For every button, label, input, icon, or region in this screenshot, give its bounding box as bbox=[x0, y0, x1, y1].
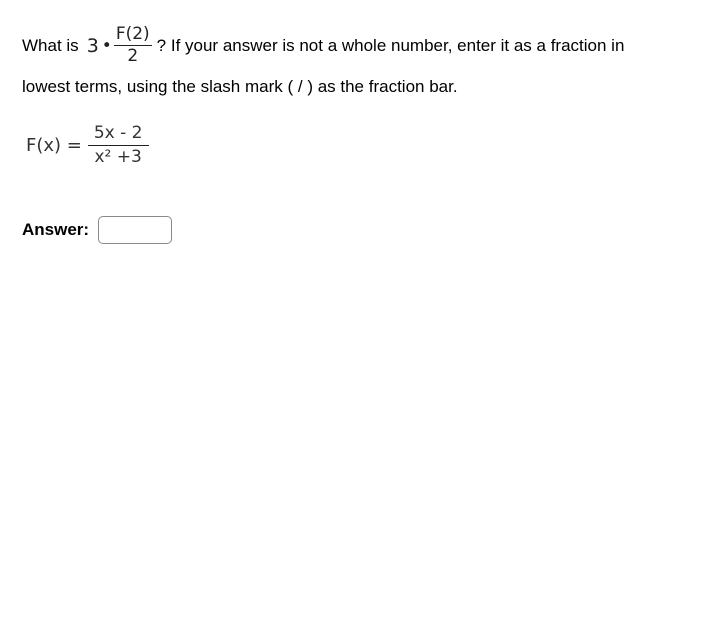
answer-label: Answer: bbox=[22, 220, 90, 239]
expression-numerator: F(2) bbox=[115, 24, 150, 44]
function-denominator: x² +3 bbox=[94, 147, 142, 167]
expression-denominator: 2 bbox=[127, 46, 139, 66]
question-line-2: lowest terms, using the slash mark ( / ) as the fraction bar. bbox=[22, 77, 458, 96]
question-text bbox=[22, 26, 624, 65]
answer-input[interactable] bbox=[98, 216, 172, 244]
answer-row bbox=[22, 216, 172, 244]
expression-fraction bbox=[114, 26, 152, 65]
question-expression bbox=[87, 26, 152, 65]
question-prefix: What is bbox=[22, 35, 79, 55]
expression-coefficient: 3 bbox=[86, 34, 99, 57]
function-label: F(x) = bbox=[26, 135, 82, 156]
multiplication-dot: • bbox=[101, 35, 112, 56]
function-numerator: 5x - 2 bbox=[88, 125, 149, 146]
question-suffix: ? If your answer is not a whole number, enter it as a fraction in bbox=[156, 35, 625, 55]
function-fraction bbox=[88, 125, 149, 166]
function-definition bbox=[26, 125, 149, 166]
